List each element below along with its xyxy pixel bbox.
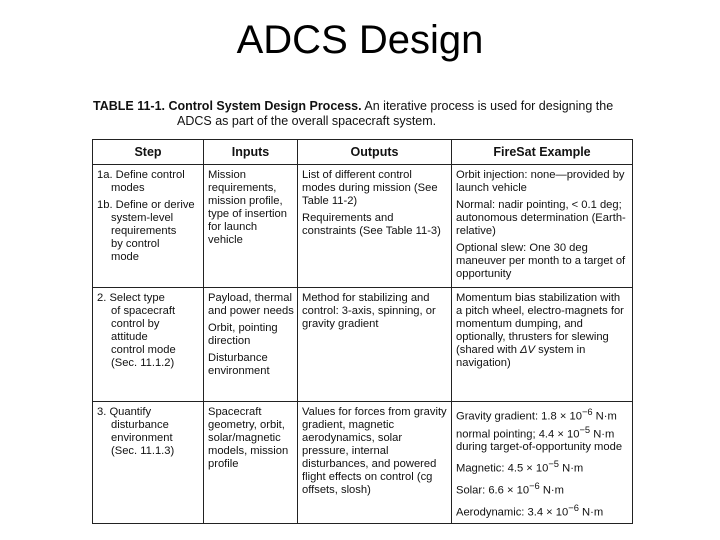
step-1a: 1a. Define control modes [97,169,185,194]
outputs-cell: Method for stabilizing and control: 3-axis, spinning, or gravity gradient [298,288,452,402]
solar-torque: Solar: $6.6 \times 10^{-6}$ N·m [456,481,564,497]
table-caption-label: TABLE 11-1. Control System Design Process. [93,99,362,113]
step-cell: 3. Quantify disturbance environment (Sec. 11.1.3) [93,402,204,524]
gravity-gradient-torque: Gravity gradient: $1.8 \times 10^{-6}$ N·m normal pointing; $4.4 \times 10^{-5}$ N·m during target-of-opportunity mode [456,407,623,454]
step-cell: 2. Select type of spacecraft control by attitude control mode (Sec. 11.1.2) [93,288,204,402]
inputs-cell: Spacecraft geometry, orbit, solar/magnetic models, mission profile [204,402,298,524]
design-process-table [92,139,633,524]
magnetic-torque: Magnetic: $4.5 \times 10^{-5}$ N·m [456,459,584,476]
table-caption [93,99,638,129]
inputs-cell: Payload, thermal and power needs Orbit, pointing direction Disturbance environment [204,288,298,402]
header-step: Step [93,140,204,165]
step-1b: 1b. Define or derive system-level requirements by control mode [97,199,195,263]
delta-v-symbol: ΔV [520,344,536,356]
example-cell: Momentum bias stabilization with a pitch wheel, electro-magnets for momentum dumping, and optionally, thrusters for slewing (shared with ΔV system in navigation) [452,288,633,402]
slide-title: ADCS Design [236,18,484,62]
outputs-cell: List of different control modes during mission (See Table 11-2) Requirements and constraints (See Table 11-3) [298,165,452,288]
outputs-cell: Values for forces from gravity gradient, magnetic aerodynamics, solar pressure, internal disturbances, and powered flight effects on control (cg offsets, slosh) [298,402,452,524]
step-cell [93,165,204,288]
header-inputs: Inputs [204,140,298,165]
table-row [93,165,633,288]
inputs-cell: Mission requirements, mission profile, type of insertion for launch vehicle [204,165,298,288]
table-row [93,288,633,402]
header-outputs: Outputs [298,140,452,165]
example-cell: Orbit injection: none—provided by launch vehicle Normal: nadir pointing, < 0.1 deg; autonomous determination (Earth-relative) Optional slew: One 30 deg maneuver per month to a target of opportunity [452,165,633,288]
table-header-row [93,140,633,165]
table-caption-text: An iterative process is used for designing the [364,99,614,113]
aerodynamic-torque: Aerodynamic: $3.4 \times 10^{-6}$ N·m [456,502,604,519]
table-row [93,402,633,524]
example-cell [452,402,633,524]
header-firesat-example: FireSat Example [452,140,633,165]
table-caption-text-continued: ADCS as part of the overall spacecraft system. [177,114,437,128]
